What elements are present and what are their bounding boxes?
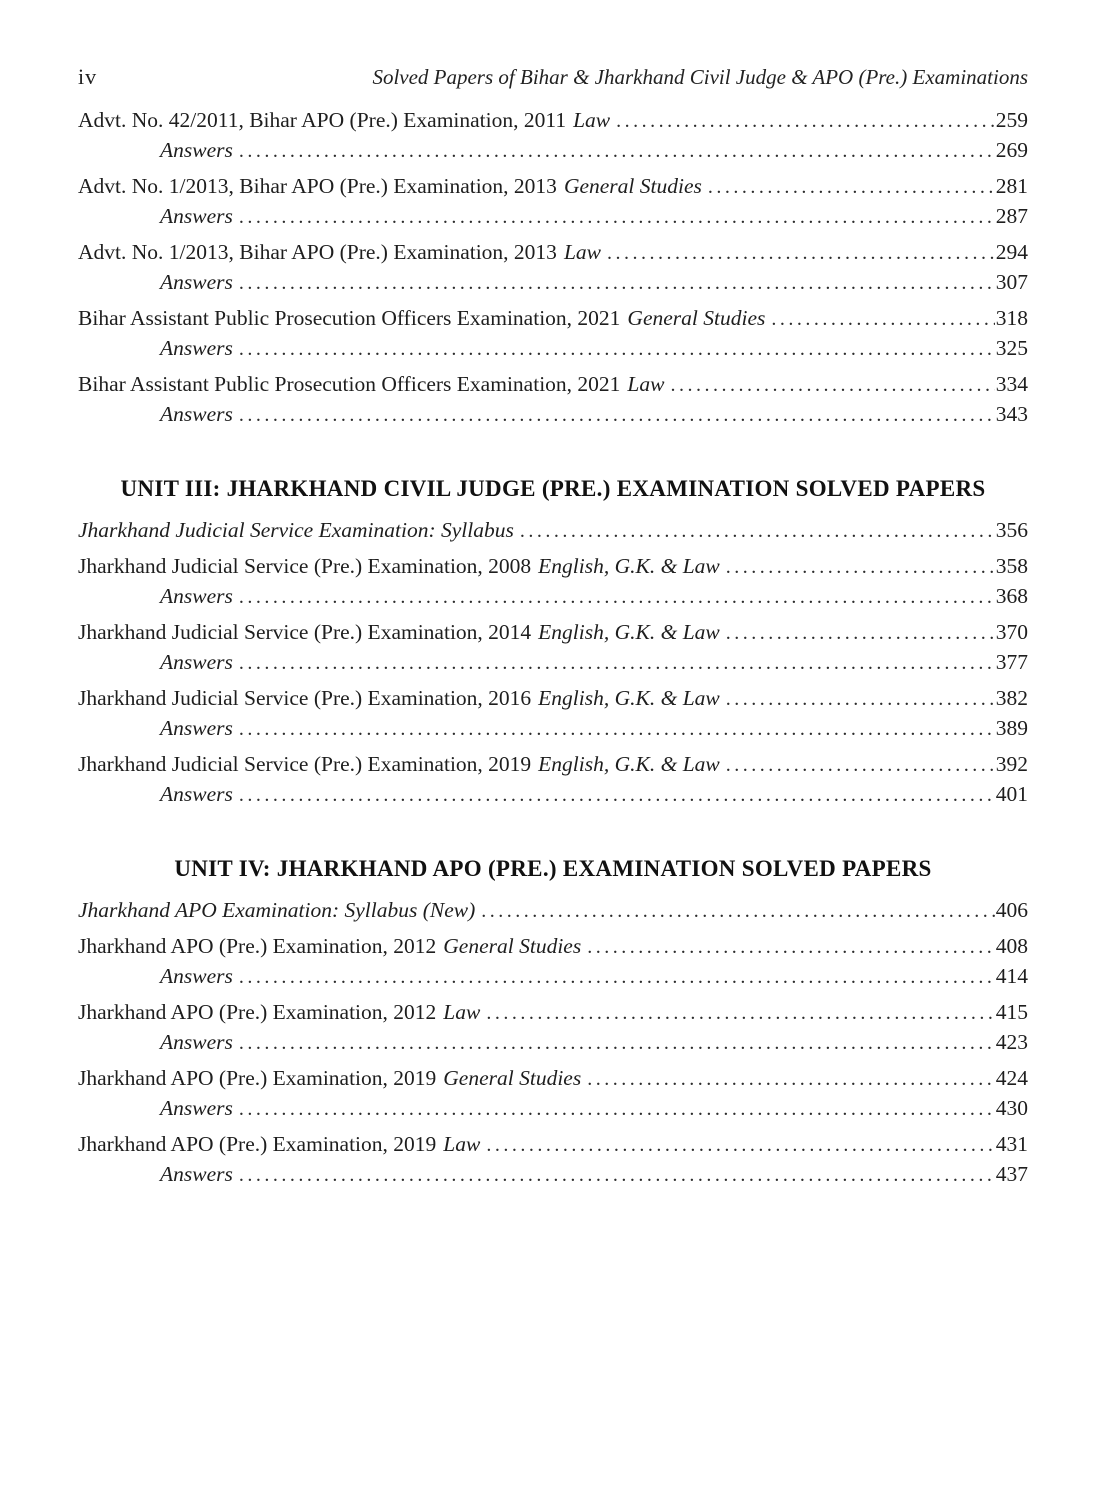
entry-title: Jharkhand Judicial Service (Pre.) Examination, 2016 xyxy=(78,686,532,710)
entry-title: Advt. No. 1/2013, Bihar APO (Pre.) Examination, 2013 xyxy=(78,174,557,198)
entry-subtitle-italic: Law xyxy=(573,108,611,132)
entry-subtitle-italic: General Studies xyxy=(443,934,582,958)
page-ref: 294 xyxy=(995,240,1028,264)
toc-entry-row xyxy=(78,932,1028,962)
page-ref: 424 xyxy=(995,1066,1028,1090)
page-ref: 392 xyxy=(995,752,1028,776)
toc-entry-row xyxy=(78,618,1028,648)
answers-page-ref: 343 xyxy=(995,402,1028,426)
dotted-leader xyxy=(670,370,994,400)
answers-label: Answers xyxy=(160,1096,233,1120)
entry-title: Bihar Assistant Public Prosecution Officers Examination, 2021 xyxy=(78,306,621,330)
toc-entry-row xyxy=(78,172,1028,202)
toc-entry xyxy=(78,552,1028,612)
answers-label: Answers xyxy=(160,716,233,740)
toc-entry xyxy=(78,932,1028,992)
page-ref: 334 xyxy=(995,372,1028,396)
entry-title: Advt. No. 1/2013, Bihar APO (Pre.) Examination, 2013 xyxy=(78,240,557,264)
answers-label: Answers xyxy=(160,336,233,360)
dotted-leader xyxy=(481,896,994,926)
dotted-leader xyxy=(607,238,995,268)
answers-page-ref: 325 xyxy=(995,336,1028,360)
entry-subtitle-italic: Law xyxy=(627,372,665,396)
dotted-leader xyxy=(708,172,995,202)
entry-subtitle-italic: Jharkhand Judicial Service Examination: Syllabus xyxy=(78,518,514,542)
toc-entry-row xyxy=(78,896,1028,926)
entry-subtitle-italic: English, G.K. & Law xyxy=(538,620,720,644)
dotted-leader xyxy=(771,304,994,334)
answers-label: Answers xyxy=(160,402,233,426)
answers-row xyxy=(78,268,1028,298)
unit-heading: UNIT III: JHARKHAND CIVIL JUDGE (PRE.) EXAMINATION SOLVED PAPERS xyxy=(120,476,986,501)
toc-entry-row xyxy=(78,684,1028,714)
entry-subtitle-italic: Law xyxy=(563,240,601,264)
page-ref: 382 xyxy=(995,686,1028,710)
dotted-leader xyxy=(239,1028,995,1058)
entry-subtitle-italic: General Studies xyxy=(627,306,766,330)
toc-entry xyxy=(78,304,1028,364)
dotted-leader xyxy=(239,334,995,364)
page-ref: 356 xyxy=(995,518,1028,542)
entry-title: Advt. No. 42/2011, Bihar APO (Pre.) Examination, 2011 xyxy=(78,108,567,132)
entry-subtitle-italic: Jharkhand APO Examination: Syllabus (New) xyxy=(78,898,476,922)
answers-row xyxy=(78,582,1028,612)
toc-entry-row xyxy=(78,750,1028,780)
dotted-leader xyxy=(616,106,995,136)
answers-row xyxy=(78,714,1028,744)
page-ref: 318 xyxy=(995,306,1028,330)
dotted-leader xyxy=(587,1064,995,1094)
dotted-leader xyxy=(239,962,995,992)
answers-label: Answers xyxy=(160,270,233,294)
toc-entry xyxy=(78,618,1028,678)
dotted-leader xyxy=(239,648,995,678)
entry-title: Jharkhand APO (Pre.) Examination, 2019 xyxy=(78,1066,437,1090)
toc-entry-row xyxy=(78,998,1028,1028)
answers-page-ref: 414 xyxy=(995,964,1028,988)
answers-label: Answers xyxy=(160,782,233,806)
dotted-leader xyxy=(239,136,995,166)
toc-entry-row xyxy=(78,1064,1028,1094)
page-ref: 370 xyxy=(995,620,1028,644)
toc-entry-row xyxy=(78,106,1028,136)
answers-label: Answers xyxy=(160,204,233,228)
answers-row xyxy=(78,136,1028,166)
answers-label: Answers xyxy=(160,1030,233,1054)
toc-entry xyxy=(78,1130,1028,1190)
entry-subtitle-italic: General Studies xyxy=(443,1066,582,1090)
entry-title: Jharkhand APO (Pre.) Examination, 2012 xyxy=(78,1000,437,1024)
answers-page-ref: 269 xyxy=(995,138,1028,162)
answers-row xyxy=(78,202,1028,232)
dotted-leader xyxy=(239,202,995,232)
answers-page-ref: 307 xyxy=(995,270,1028,294)
entry-subtitle-italic: English, G.K. & Law xyxy=(538,554,720,578)
answers-row xyxy=(78,1094,1028,1124)
toc-entry-row xyxy=(78,370,1028,400)
toc-entry xyxy=(78,684,1028,744)
page-ref: 358 xyxy=(995,554,1028,578)
answers-page-ref: 389 xyxy=(995,716,1028,740)
entry-subtitle-italic: Law xyxy=(443,1132,481,1156)
dotted-leader xyxy=(726,684,995,714)
entry-title: Jharkhand Judicial Service (Pre.) Examination, 2008 xyxy=(78,554,532,578)
answers-page-ref: 401 xyxy=(995,782,1028,806)
dotted-leader xyxy=(239,582,995,612)
dotted-leader xyxy=(239,714,995,744)
answers-page-ref: 377 xyxy=(995,650,1028,674)
entry-title: Jharkhand APO (Pre.) Examination, 2012 xyxy=(78,934,437,958)
page-number: iv xyxy=(78,64,98,89)
entry-subtitle-italic: English, G.K. & Law xyxy=(538,686,720,710)
entry-title: Jharkhand Judicial Service (Pre.) Examination, 2014 xyxy=(78,620,532,644)
unit-heading: UNIT IV: JHARKHAND APO (PRE.) EXAMINATION SOLVED PAPERS xyxy=(174,856,932,881)
dotted-leader xyxy=(239,1094,995,1124)
answers-page-ref: 423 xyxy=(995,1030,1028,1054)
answers-row xyxy=(78,780,1028,810)
page-ref: 415 xyxy=(995,1000,1028,1024)
toc-entry-row xyxy=(78,304,1028,334)
answers-row xyxy=(78,400,1028,430)
answers-label: Answers xyxy=(160,1162,233,1186)
toc-entry xyxy=(78,998,1028,1058)
dotted-leader xyxy=(726,552,995,582)
page-ref: 431 xyxy=(995,1132,1028,1156)
dotted-leader xyxy=(239,1160,995,1190)
toc-entry-row xyxy=(78,1130,1028,1160)
answers-page-ref: 368 xyxy=(995,584,1028,608)
toc-entry xyxy=(78,750,1028,810)
toc-entry-row xyxy=(78,238,1028,268)
dotted-leader xyxy=(239,400,995,430)
answers-label: Answers xyxy=(160,138,233,162)
answers-row xyxy=(78,962,1028,992)
toc-entry-row xyxy=(78,516,1028,546)
answers-row xyxy=(78,334,1028,364)
dotted-leader xyxy=(486,1130,994,1160)
page-ref: 408 xyxy=(995,934,1028,958)
dotted-leader xyxy=(587,932,995,962)
answers-row xyxy=(78,1160,1028,1190)
toc-entry xyxy=(78,106,1028,166)
answers-label: Answers xyxy=(160,650,233,674)
answers-page-ref: 430 xyxy=(995,1096,1028,1120)
dotted-leader xyxy=(520,516,995,546)
page-ref: 281 xyxy=(995,174,1028,198)
toc-entry xyxy=(78,516,1028,546)
entry-title: Jharkhand Judicial Service (Pre.) Examination, 2019 xyxy=(78,752,532,776)
toc-section xyxy=(78,856,1028,1190)
answers-label: Answers xyxy=(160,964,233,988)
answers-page-ref: 437 xyxy=(995,1162,1028,1186)
toc-entry xyxy=(78,1064,1028,1124)
entry-title: Jharkhand APO (Pre.) Examination, 2019 xyxy=(78,1132,437,1156)
toc-list xyxy=(78,106,1028,1190)
running-title: Solved Papers of Bihar & Jharkhand Civil Judge & APO (Pre.) Examinations xyxy=(372,65,1028,89)
entry-subtitle-italic: English, G.K. & Law xyxy=(538,752,720,776)
toc-section xyxy=(78,476,1028,810)
dotted-leader xyxy=(726,750,995,780)
dotted-leader xyxy=(726,618,995,648)
toc-entry xyxy=(78,172,1028,232)
answers-page-ref: 287 xyxy=(995,204,1028,228)
toc-entry xyxy=(78,238,1028,298)
dotted-leader xyxy=(239,780,995,810)
dotted-leader xyxy=(486,998,994,1028)
entry-title: Bihar Assistant Public Prosecution Officers Examination, 2021 xyxy=(78,372,621,396)
answers-row xyxy=(78,1028,1028,1058)
answers-row xyxy=(78,648,1028,678)
toc-entry-row xyxy=(78,552,1028,582)
page-ref: 406 xyxy=(995,898,1028,922)
toc-entry xyxy=(78,370,1028,430)
page-header xyxy=(78,64,1028,90)
answers-label: Answers xyxy=(160,584,233,608)
page-ref: 259 xyxy=(995,108,1028,132)
entry-subtitle-italic: Law xyxy=(443,1000,481,1024)
entry-subtitle-italic: General Studies xyxy=(563,174,702,198)
toc-entry xyxy=(78,896,1028,926)
toc-section xyxy=(78,106,1028,430)
dotted-leader xyxy=(239,268,995,298)
